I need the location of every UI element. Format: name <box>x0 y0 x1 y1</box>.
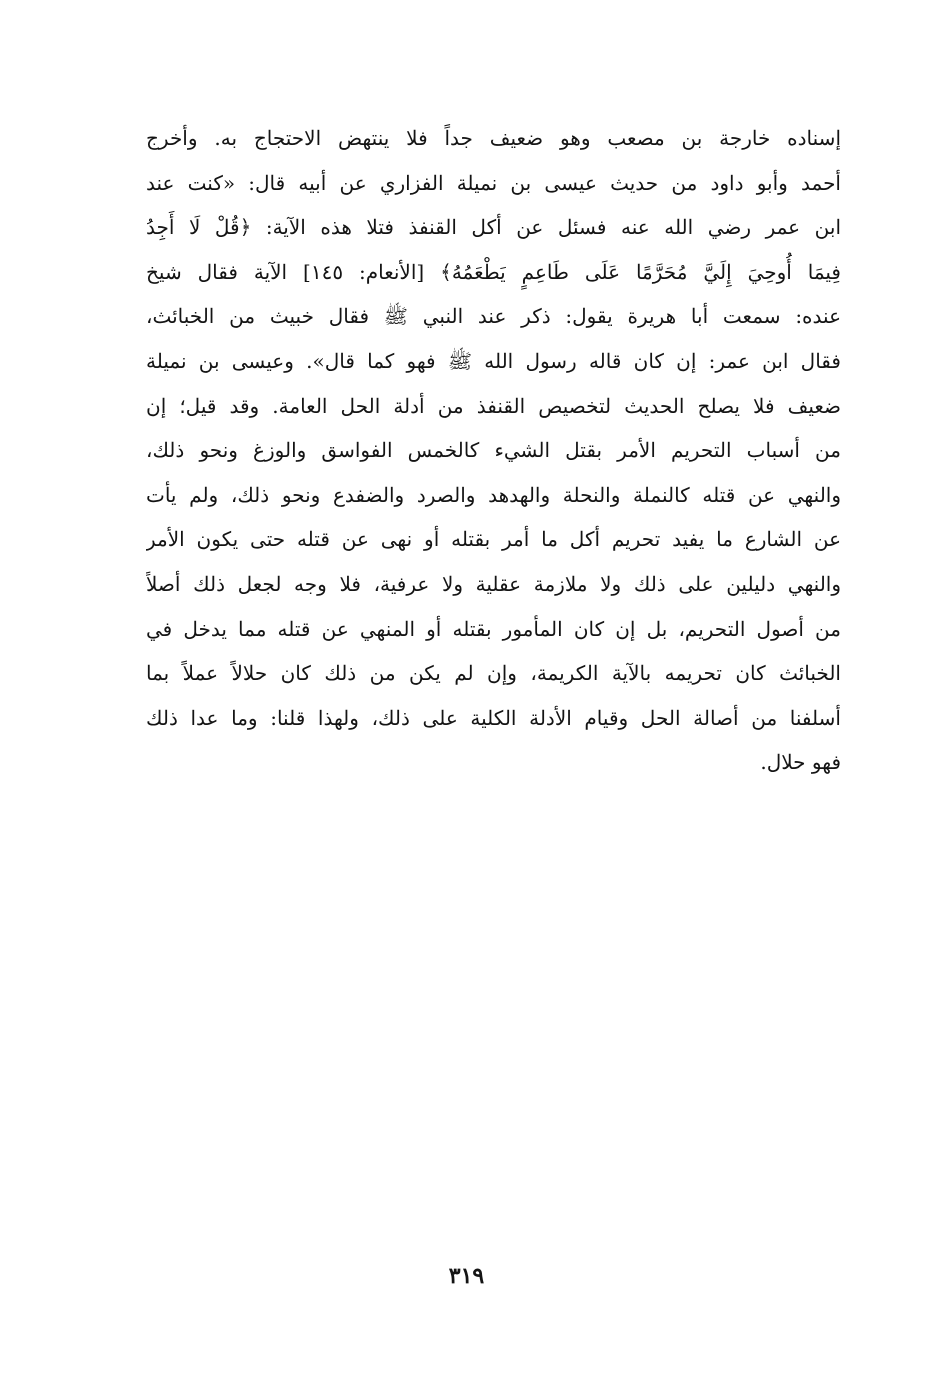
text-line: فِيمَا أُوحِيَ إِلَيَّ مُحَرَّمًا عَلَى طَاعِمٍ يَطْعَمُهُ﴾ [الأنعام: ١٤٥] الآية فقال شيخ <box>146 259 841 284</box>
text-line: والنهي عن قتله كالنملة والنحلة والهدهد والصرد والضفدع ونحو ذلك، ولم يأت <box>146 482 841 507</box>
text-line: والنهي دليلين على ذلك ولا ملازمة عقلية ولا عرفية، فلا وجه لجعل ذلك أصلاً <box>146 571 841 596</box>
text-line: أحمد وأبو داود من حديث عيسى بن نميلة الفزاري عن أبيه قال: «كنت عند <box>146 170 841 195</box>
text-line: عنده: سمعت أبا هريرة يقول: ذكر عند النبي ﷺ فقال خبيث من الخبائث، <box>146 304 841 329</box>
text-line: الخبائث كان تحريمه بالآية الكريمة، وإن لم يكن من ذلك كان حلالاً عملاً بما <box>146 661 841 686</box>
text-line: من أسباب التحريم الأمر بقتل الشيء كالخمس الفواسق والوزغ ونحو ذلك، <box>146 438 841 463</box>
text-line: عن الشارع ما يفيد تحريم أكل ما أمر بقتله أو نهى عن قتله حتى يكون الأمر <box>146 527 841 552</box>
text-line: ضعيف فلا يصلح الحديث لتخصيص القنفذ من أدلة الحل العامة. وقد قيل؛ إن <box>146 393 841 418</box>
page-number: ٣١٩ <box>448 1263 485 1289</box>
text-line: أسلفنا من أصالة الحل وقيام الأدلة الكلية على ذلك، ولهذا قلنا: وما عدا ذلك <box>146 705 841 730</box>
text-line: من أصول التحريم، بل إن كان المأمور بقتله أو المنهي عن قتله مما يدخل في <box>146 616 841 641</box>
text-line: إسناده خارجة بن مصعب وهو ضعيف جداً فلا ينتهض الاحتجاج به. وأخرج <box>146 126 841 150</box>
text-line: فقال ابن عمر: إن كان قاله رسول الله ﷺ فهو كما قال». وعيسى بن نميلة <box>146 348 841 373</box>
text-line: ابن عمر رضي الله عنه فسئل عن أكل القنفذ فتلا هذه الآية: ﴿قُلْ لَا أَجِدُ <box>146 215 841 240</box>
body-text <box>146 116 841 785</box>
text-line-last: فهو حلال. <box>760 750 841 775</box>
